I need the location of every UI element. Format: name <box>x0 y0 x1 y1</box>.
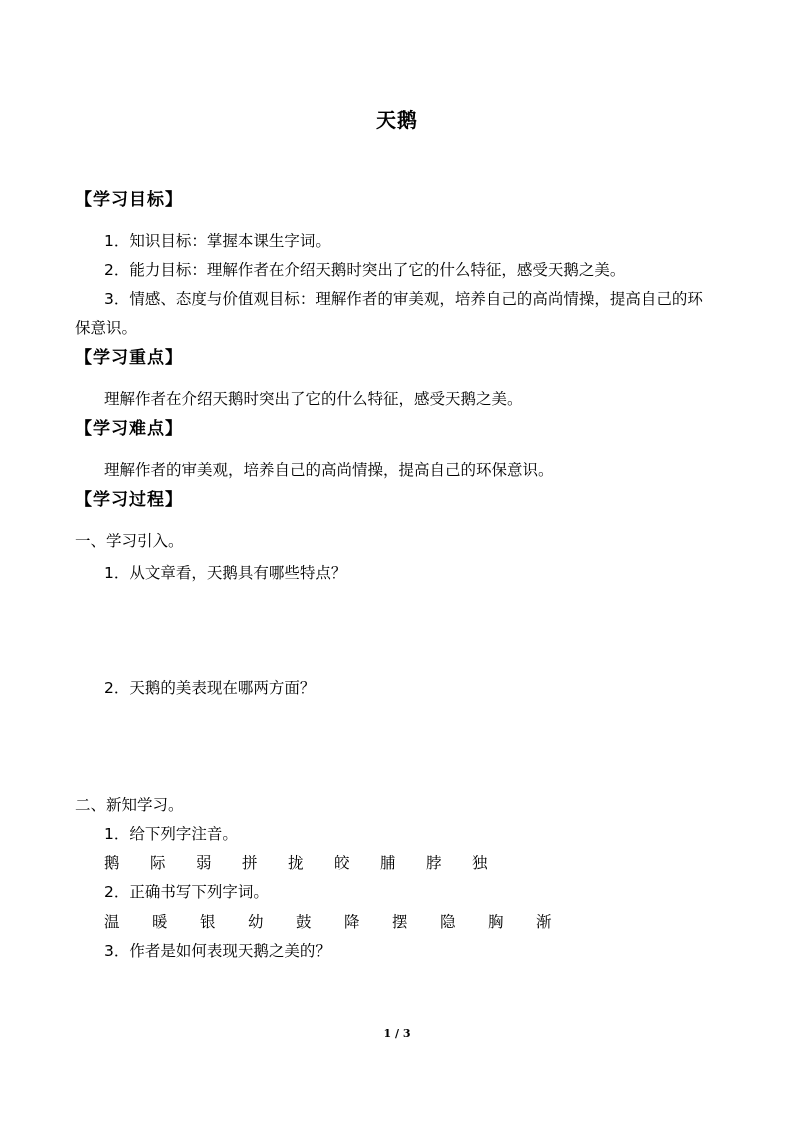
pinyin-char: 脖 <box>426 854 442 872</box>
write-char: 胸 <box>488 913 504 931</box>
write-char: 降 <box>344 913 360 931</box>
write-char: 鼓 <box>296 913 312 931</box>
page-number: 1 / 3 <box>383 1027 411 1040</box>
pinyin-char: 鹅 <box>104 854 120 872</box>
part1-question-1: 1．从文章看，天鹅具有哪些特点？ <box>104 564 347 582</box>
part2-question-1: 1．给下列字注音。 <box>104 825 238 843</box>
write-char: 幼 <box>248 913 264 931</box>
goal-item-3-continued: 保意识。 <box>75 319 138 337</box>
goal-item-1: 1．知识目标：掌握本课生字词。 <box>104 232 331 250</box>
part2-title: 二、新知学习。 <box>75 796 184 814</box>
pinyin-char: 拢 <box>288 854 304 872</box>
write-char: 银 <box>200 913 216 931</box>
pinyin-char: 际 <box>150 854 166 872</box>
difficulties-heading: 【学习难点】 <box>75 419 183 439</box>
write-char: 温 <box>104 913 120 931</box>
document-title: 天鹅 <box>376 108 418 132</box>
pinyin-char: 拼 <box>242 854 258 872</box>
key-points-text: 理解作者在介绍天鹅时突出了它的什么特征，感受天鹅之美。 <box>104 390 523 408</box>
pinyin-char: 弱 <box>196 854 212 872</box>
goals-heading: 【学习目标】 <box>75 190 183 210</box>
process-heading: 【学习过程】 <box>75 490 183 510</box>
goal-item-2: 2．能力目标：理解作者在介绍天鹅时突出了它的什么特征，感受天鹅之美。 <box>104 261 626 279</box>
difficulties-text: 理解作者的审美观，培养自己的高尚情操，提高自己的环保意识。 <box>104 461 554 479</box>
write-char: 渐 <box>536 913 552 931</box>
key-points-heading: 【学习重点】 <box>75 348 183 368</box>
write-char: 隐 <box>440 913 456 931</box>
write-char: 暖 <box>152 913 168 931</box>
pinyin-char: 独 <box>472 854 488 872</box>
pinyin-char: 脯 <box>380 854 396 872</box>
write-char: 摆 <box>392 913 408 931</box>
pinyin-char: 皎 <box>334 854 350 872</box>
part2-question-2: 2．正确书写下列字词。 <box>104 883 269 901</box>
part1-title: 一、学习引入。 <box>75 532 184 550</box>
part1-question-2: 2．天鹅的美表现在哪两方面？ <box>104 679 316 697</box>
part2-question-3: 3．作者是如何表现天鹅之美的？ <box>104 942 331 960</box>
goal-item-3: 3．情感、态度与价值观目标：理解作者的审美观，培养自己的高尚情操，提高自己的环 <box>104 290 703 308</box>
